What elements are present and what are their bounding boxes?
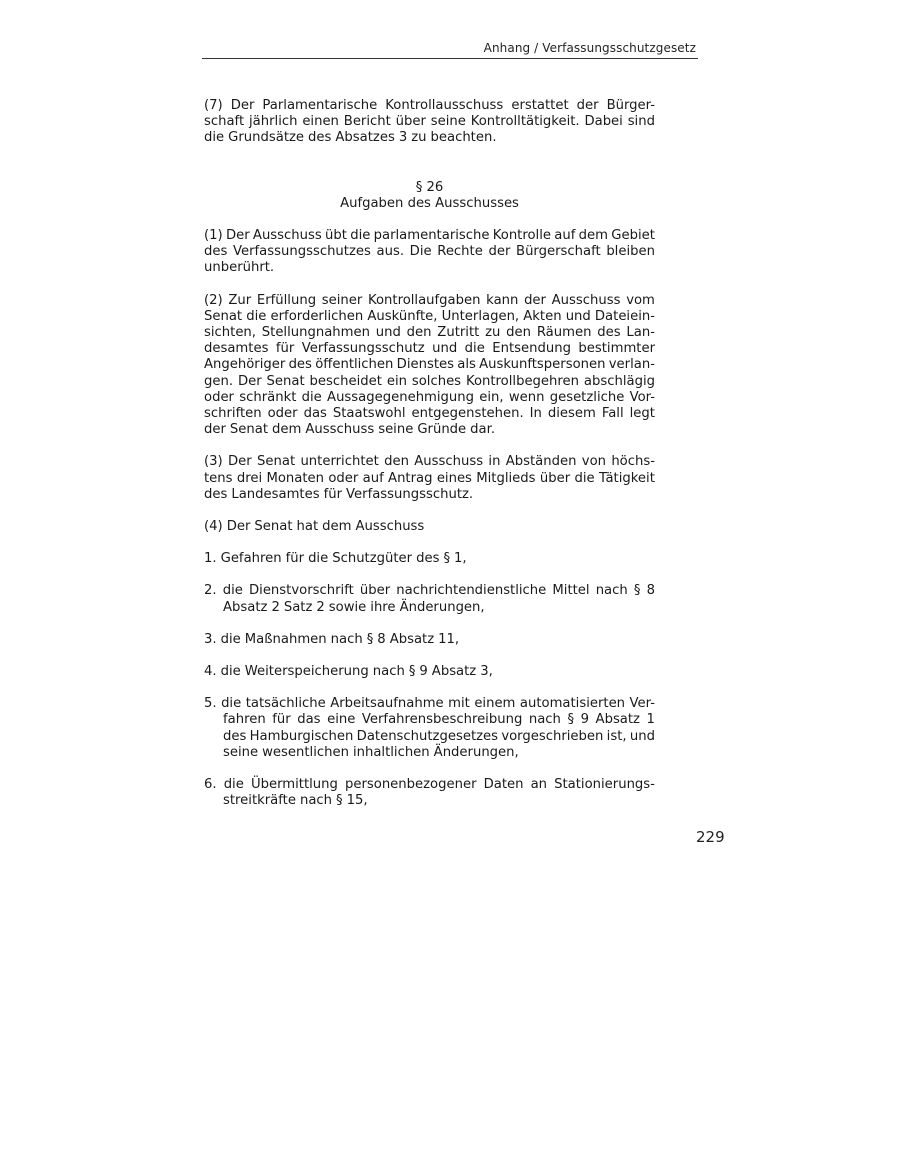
text-line: fahren für das eine Verfahrensbeschreibung nach § 9 Absatz 1	[223, 712, 655, 728]
text-line: 2. die Dienstvorschrift über nachrichtendienstliche Mittel nach § 8	[204, 583, 655, 599]
list-item-2	[204, 583, 655, 615]
text-line: desamtes für Verfassungsschutz und die Entsendung bestimmter	[204, 341, 655, 357]
text-line: die Grundsätze des Absatzes 3 zu beachten.	[204, 130, 497, 146]
text-line: 4. die Weiterspeicherung nach § 9 Absatz 3,	[204, 664, 493, 680]
text-line: der Senat dem Ausschuss seine Gründe dar.	[204, 422, 496, 438]
text-line: (1) Der Ausschuss übt die parlamentarische Kontrolle auf dem Gebiet	[204, 228, 655, 244]
page-body	[204, 98, 655, 810]
section-title: Aufgaben des Ausschusses	[340, 195, 519, 211]
list-item-6	[204, 777, 655, 809]
text-line: Angehöriger des öffentlichen Dienstes als Auskunftspersonen verlan-	[204, 357, 655, 373]
paragraph-1	[204, 228, 655, 277]
text-line: tens drei Monaten oder auf Antrag eines Mitglieds über die Tätigkeit	[204, 470, 655, 486]
text-line: 1. Gefahren für die Schutzgüter des § 1,	[204, 551, 467, 567]
text-line: 5. die tatsächliche Arbeitsaufnahme mit einem automatisierten Ver-	[204, 696, 655, 712]
text-line: streitkräfte nach § 15,	[223, 793, 368, 809]
paragraph-4	[204, 519, 655, 535]
section-number: § 26	[415, 179, 444, 195]
text-line: schaft jährlich einen Bericht über seine Kontrolltätigkeit. Dabei sind	[204, 114, 655, 130]
text-line: unberührt.	[204, 260, 275, 276]
paragraph-2	[204, 293, 655, 439]
text-line: (7) Der Parlamentarische Kontrollausschuss erstattet der Bürger-	[204, 98, 655, 113]
text-line: (2) Zur Erfüllung seiner Kontrollaufgaben kann der Ausschuss vom	[204, 292, 655, 308]
text-line: (4) Der Senat hat dem Ausschuss	[204, 519, 425, 535]
text-line: Absatz 2 Satz 2 sowie ihre Änderungen,	[223, 599, 485, 615]
paragraph-7	[204, 98, 655, 147]
list-item-3	[204, 632, 655, 648]
list-item-5	[204, 696, 655, 761]
paragraph-3	[204, 454, 655, 503]
list-item-1	[204, 551, 655, 567]
text-line: des Landesamtes für Verfassungsschutz.	[204, 486, 474, 502]
text-line: (3) Der Senat unterrichtet den Ausschuss in Abständen von höchs-	[204, 454, 655, 470]
text-line: oder schränkt die Aussagegenehmigung ein, wenn gesetzliche Vor-	[204, 389, 655, 405]
text-line: seine wesentlichen inhaltlichen Änderungen,	[223, 744, 519, 760]
text-line: gen. Der Senat bescheidet ein solches Kontrollbegehren abschlägig	[204, 373, 655, 389]
text-line: schriften oder das Staatswohl entgegenstehen. In diesem Fall legt	[204, 406, 655, 422]
running-header	[202, 40, 698, 59]
text-line: des Verfassungsschutzes aus. Die Rechte der Bürgerschaft bleiben	[204, 244, 655, 260]
text-line: 6. die Übermittlung personenbezogener Daten an Stationierungs-	[204, 777, 655, 793]
text-line: Senat die erforderlichen Auskünfte, Unterlagen, Akten und Dateiein-	[204, 308, 655, 324]
list-item-4	[204, 664, 655, 680]
text-line: 3. die Maßnahmen nach § 8 Absatz 11,	[204, 631, 460, 647]
page-number: 229	[696, 828, 725, 846]
running-title: Anhang / Verfassungsschutzgesetz	[483, 41, 696, 55]
text-line: des Hamburgischen Datenschutzgesetzes vorgeschrieben ist, und	[223, 728, 655, 744]
text-line: sichten, Stellungnahmen und den Zutritt zu den Räumen des Lan-	[204, 325, 655, 341]
